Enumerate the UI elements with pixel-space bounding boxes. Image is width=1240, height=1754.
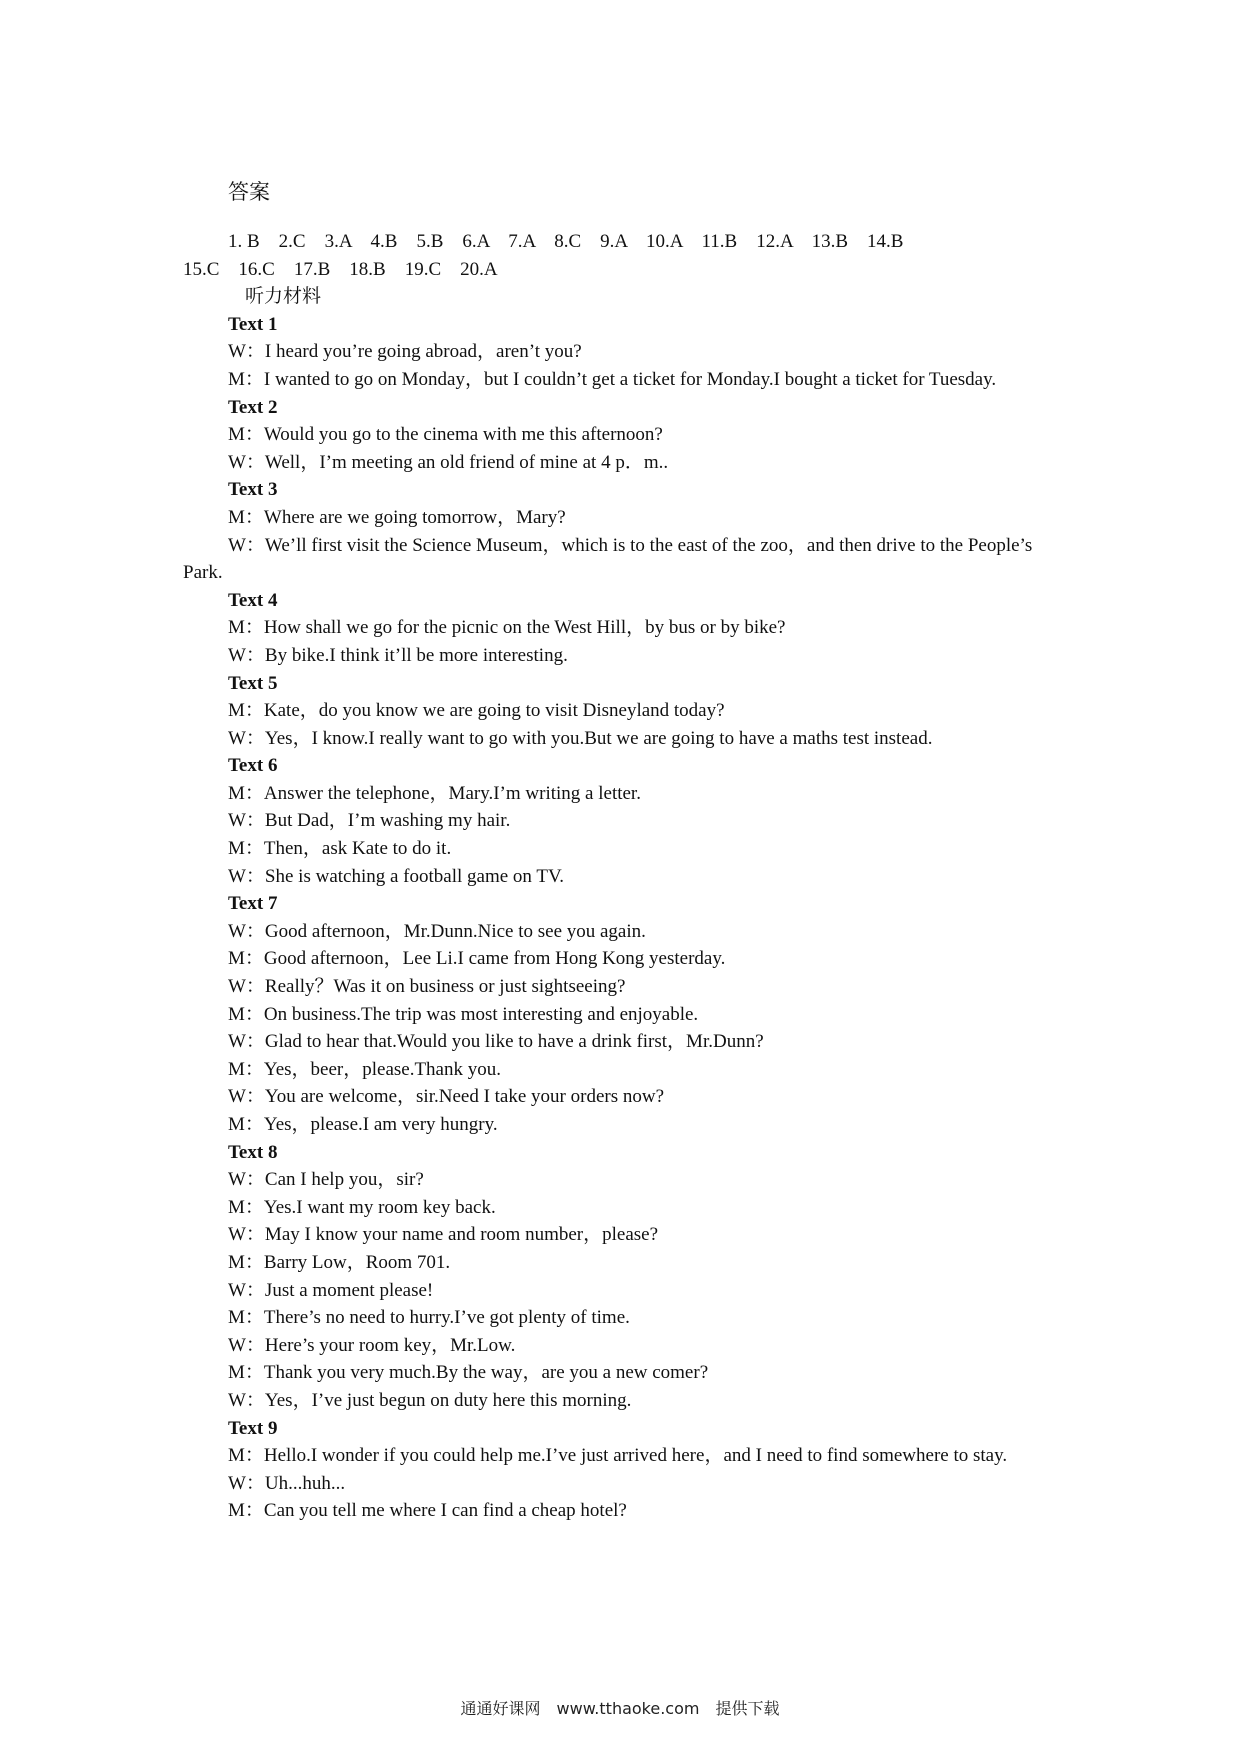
- dialogue-line: W：May I know your name and room number，please?: [228, 1224, 659, 1246]
- dialogue-line: M：Yes，please.I am very hungry.: [228, 1114, 498, 1135]
- dialogue-line: M：Hello.I wonder if you could help me.I’ve just arrived here，and I need to find somewhere to stay.: [228, 1445, 1008, 1467]
- text-title: Text 9: [228, 1417, 278, 1439]
- dialogue-line: M：Answer the telephone，Mary.I’m writing a letter.: [228, 782, 641, 804]
- dialogue-line: M：Then，ask Kate to do it.: [228, 838, 452, 860]
- dialogue-line: M：Kate，do you know we are going to visit Disneyland today?: [228, 700, 725, 722]
- answer-key-line-1: 1. B 2.C 3.A 4.B 5.B 6.A 7.A 8.C 9.A 10.A 11.B 12.A 13.B 14.B: [228, 231, 904, 252]
- dialogue-line: M：Can you tell me where I can find a cheap hotel?: [228, 1500, 627, 1522]
- text-title: Text 1: [228, 313, 278, 335]
- dialogue-line: W：But Dad，I’m washing my hair.: [228, 810, 511, 832]
- dialogue-line: W：Really？Was it on business or just sightseeing?: [228, 976, 626, 998]
- text-title: Text 8: [228, 1141, 278, 1163]
- answer-heading: 答案: [228, 180, 270, 204]
- dialogue-line: W：Just a moment please!: [228, 1279, 434, 1301]
- dialogue-line: W：You are welcome，sir.Need I take your orders now?: [228, 1086, 664, 1108]
- text-title: Text 2: [228, 396, 278, 418]
- dialogue-line: M：Yes.I want my room key back.: [228, 1196, 496, 1218]
- text-title: Text 3: [228, 479, 278, 501]
- text-title: Text 4: [228, 589, 278, 611]
- dialogue-line: M：Where are we going tomorrow，Mary?: [228, 506, 566, 528]
- answer-key-line-2: 15.C 16.C 17.B 18.B 19.C 20.A: [183, 258, 498, 280]
- dialogue-line: M：Thank you very much.By the way，are you a new comer?: [228, 1362, 709, 1384]
- document-body: [183, 228, 1063, 1525]
- dialogue-line: W：Well，I’m meeting an old friend of mine at 4 p．m..: [228, 451, 669, 473]
- listening-material-title: 听力材料: [245, 286, 322, 308]
- dialogue-line: M：On business.The trip was most interesting and enjoyable.: [228, 1003, 699, 1025]
- page-footer: 通通好课网 www.tthaoke.com 提供下载: [460, 1699, 780, 1718]
- dialogue-line: W：Yes，I know.I really want to go with you.But we are going to have a maths test instead.: [228, 727, 933, 749]
- text-title: Text 7: [228, 893, 278, 915]
- dialogue-line: W：I heard you’re going abroad，aren’t you?: [228, 341, 582, 363]
- dialogue-line: M：Yes，beer，please.Thank you.: [228, 1058, 501, 1080]
- dialogue-line: M：Barry Low，Room 701.: [228, 1251, 451, 1273]
- dialogue-line: W：We’ll first visit the Science Museum，which is to the east of the zoo，and then drive to the People’s Park.: [183, 534, 1033, 584]
- text-title: Text 6: [228, 755, 278, 777]
- dialogue-line: W：Good afternoon，Mr.Dunn.Nice to see you again.: [228, 920, 646, 942]
- dialogue-line: M：I wanted to go on Monday，but I couldn’t get a ticket for Monday.I bought a ticket for Tuesday.: [228, 368, 997, 390]
- dialogue-line: W：Can I help you，sir?: [228, 1169, 424, 1191]
- dialogue-line: M：How shall we go for the picnic on the West Hill，by bus or by bike?: [228, 617, 786, 639]
- dialogue-line: W：Here’s your room key，Mr.Low.: [228, 1334, 516, 1356]
- dialogue-line: M：Good afternoon，Lee Li.I came from Hong Kong yesterday.: [228, 948, 726, 970]
- dialogue-line: W：By bike.I think it’ll be more interesting.: [228, 644, 568, 666]
- dialogue-line: M：There’s no need to hurry.I’ve got plenty of time.: [228, 1307, 630, 1329]
- dialogue-line: W：Yes，I’ve just begun on duty here this morning.: [228, 1389, 632, 1411]
- text-title: Text 5: [228, 672, 278, 694]
- dialogue-line: M：Would you go to the cinema with me this afternoon?: [228, 424, 663, 446]
- dialogue-line: W：Glad to hear that.Would you like to have a drink first，Mr.Dunn?: [228, 1031, 764, 1053]
- dialogue-line: W：Uh...huh...: [228, 1472, 346, 1494]
- dialogue-line: W：She is watching a football game on TV.: [228, 865, 564, 887]
